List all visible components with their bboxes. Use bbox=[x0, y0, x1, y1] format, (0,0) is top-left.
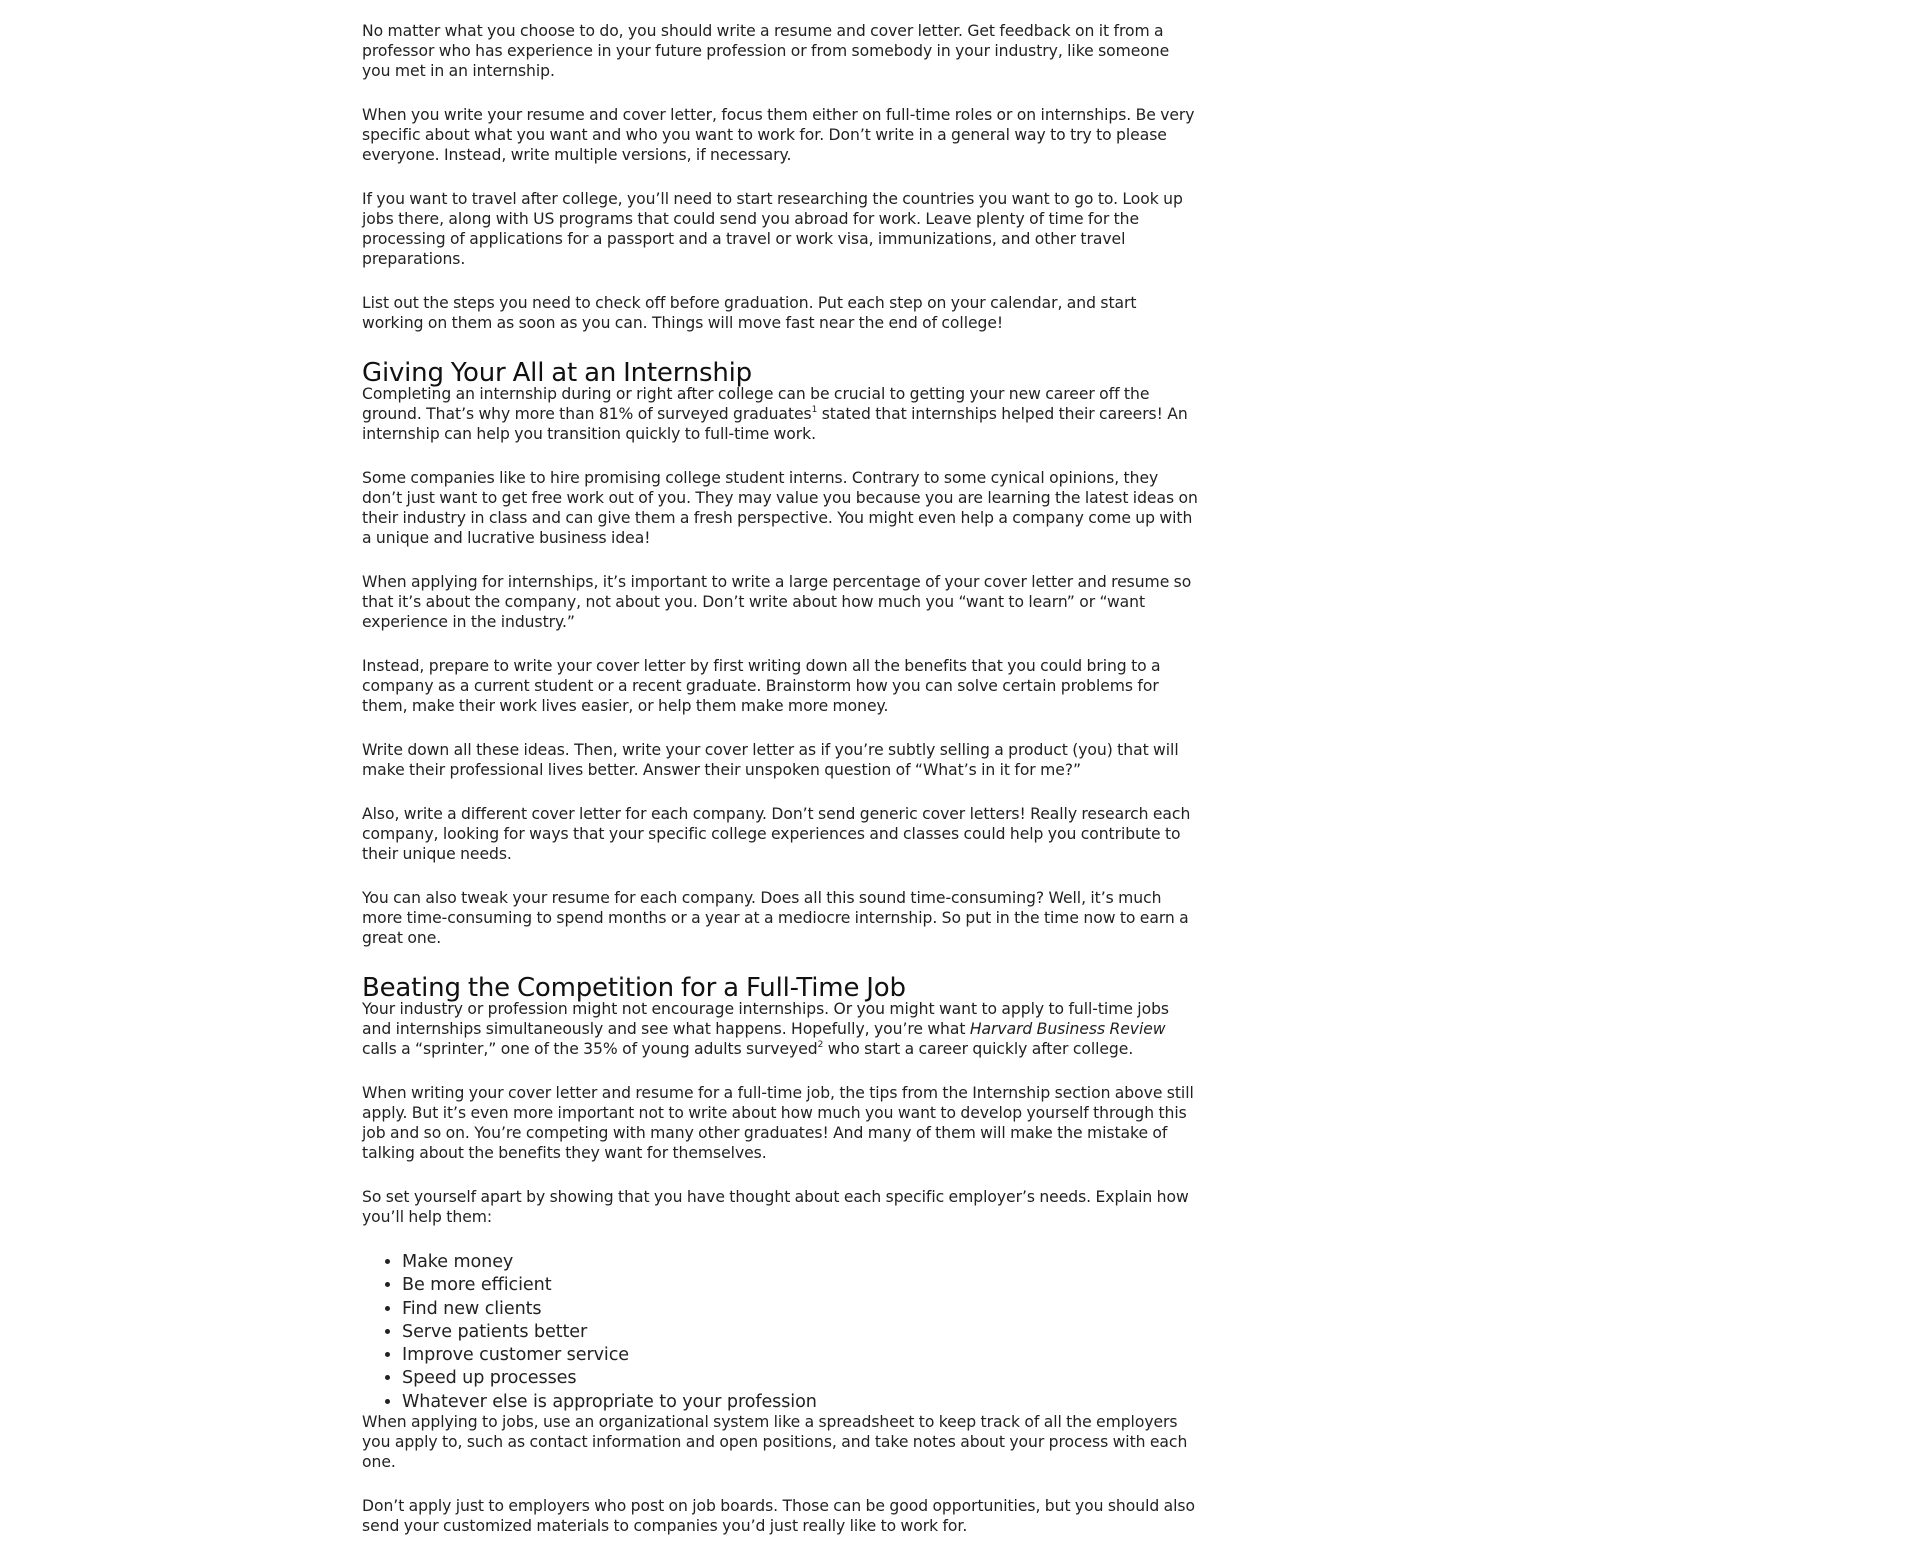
list-item: • Find new clients bbox=[402, 1298, 1202, 1321]
paragraph-organizational-system: When applying to jobs, use an organizational system like a spreadsheet to keep track of all the employers you apply to, such as contact information and open positions, and take notes about your process with each one. bbox=[362, 1413, 1188, 1472]
benefits-list bbox=[362, 1251, 1202, 1414]
paragraph-steps-calendar: List out the steps you need to check off before graduation. Put each step on your calendar, and start working on them as soon as you can. Things will move fast near the end of college! bbox=[362, 294, 1137, 332]
article-body bbox=[362, 0, 1202, 1560]
footnote-ref-1[interactable]: 1 bbox=[811, 405, 818, 415]
paragraph-prepare-cover-letter: Instead, prepare to write your cover letter by first writing down all the benefits that you could bring to a company as a current student or a recent graduate. Brainstorm how you can solve certain problems for them, make their work lives easier, or help them make more money. bbox=[362, 657, 1161, 715]
paragraph-different-letters: Also, write a different cover letter for each company. Don’t send generic cover letters! Really research each company, looking for ways that your specific college experiences and classes could help you contribute to their unique needs. bbox=[362, 805, 1191, 863]
paragraph-internship-text-a: Completing an internship during or right after college can be crucial to getting your new career off the ground. That’s why more than 81% of surveyed graduates bbox=[362, 385, 1150, 423]
paragraph-companies-hire: Some companies like to hire promising college student interns. Contrary to some cynical opinions, they don’t just want to get free work out of you. They may value you because you are learning the latest ideas on their industry in class and can give them a fresh perspective. You might even help a company come up with a unique and lucrative business idea! bbox=[362, 469, 1198, 547]
paragraph-resume-feedback: No matter what you choose to do, you should write a resume and cover letter. Get feedback on it from a professor who has experience in your future profession or from somebody in your industry, like someone you met in an internship. bbox=[362, 22, 1170, 80]
heading-internship: Giving Your All at an Internship bbox=[362, 358, 752, 388]
paragraph-write-ideas: Write down all these ideas. Then, write your cover letter as if you’re subtly selling a product (you) that will make their professional lives better. Answer their unspoken question of “What’s in it for me?” bbox=[362, 741, 1179, 779]
list-item: • Whatever else is appropriate to your profession bbox=[402, 1391, 1202, 1414]
paragraph-applying-internships: When applying for internships, it’s important to write a large percentage of your cover letter and resume so that it’s about the company, not about you. Don’t write about how much you “want to learn” or “want experience in the industry.” bbox=[362, 573, 1192, 631]
paragraph-internship-text-b: stated that internships helped their careers! An internship can help you transition quickly to full-time work. bbox=[362, 405, 1188, 443]
paragraph-full-time-tips: When writing your cover letter and resume for a full-time job, the tips from the Internship section above still apply. But it’s even more important not to write about how much you want to develop yourself through this job and so on. You’re competing with many other graduates! And many of them will make the mistake of talking about the benefits they want for themselves. bbox=[362, 1084, 1194, 1162]
list-item: • Serve patients better bbox=[402, 1321, 1202, 1344]
paragraph-internship-crucial bbox=[362, 384, 1202, 444]
paragraph-sprinter-text-a: Your industry or profession might not encourage internships. Or you might want to apply to full-time jobs and internships simultaneously and see what happens. Hopefully, you’re what bbox=[362, 1000, 1169, 1038]
paragraph-sprinter bbox=[362, 999, 1202, 1059]
heading-full-time: Beating the Competition for a Full-Time Job bbox=[362, 973, 906, 1003]
publication-name: Harvard Business Review bbox=[969, 1020, 1166, 1038]
paragraph-tweak-resume: You can also tweak your resume for each company. Does all this sound time-consuming? Well, it’s much more time-consuming to spend months or a year at a mediocre internship. So put in the time now to earn a great one. bbox=[362, 889, 1189, 947]
paragraph-job-boards: Don’t apply just to employers who post on job boards. Those can be good opportunities, but you should also send your customized materials to companies you’d just really like to work for. bbox=[362, 1497, 1195, 1536]
paragraph-travel: If you want to travel after college, you’ll need to start researching the countries you want to go to. Look up jobs there, along with US programs that could send you abroad for work. Leave plenty of time for the processing of applications for a passport and a travel or work visa, immunizations, and other travel preparations. bbox=[362, 190, 1183, 268]
paragraph-sprinter-text-b: calls a “sprinter,” one of the 35% of young adults surveyed bbox=[362, 1040, 818, 1058]
paragraph-focus-roles: When you write your resume and cover letter, focus them either on full-time roles or on internships. Be very specific about what you want and who you want to work for. Don’t write in a general way to try to please everyone. Instead, write multiple versions, if necessary. bbox=[362, 106, 1195, 164]
paragraph-sprinter-text-c: who start a career quickly after college. bbox=[823, 1040, 1134, 1058]
list-item: • Be more efficient bbox=[402, 1274, 1202, 1297]
list-item: • Speed up processes bbox=[402, 1367, 1202, 1390]
list-item: • Make money bbox=[402, 1251, 1202, 1274]
paragraph-set-apart: So set yourself apart by showing that you have thought about each specific employer’s needs. Explain how you’ll help them: bbox=[362, 1188, 1189, 1226]
footnote-ref-2[interactable]: 2 bbox=[817, 1040, 824, 1050]
list-item: • Improve customer service bbox=[402, 1344, 1202, 1367]
